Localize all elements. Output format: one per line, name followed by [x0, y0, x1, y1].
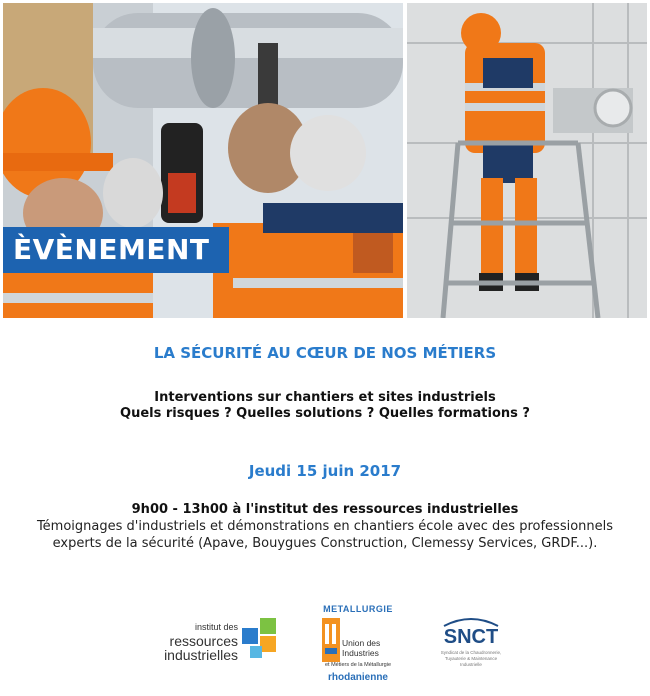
event-date: Jeudi 15 juin 2017 — [248, 462, 402, 480]
iri-logo-line1: ressources — [169, 633, 238, 649]
event-time-place: 9h00 - 13h00 à l'institut des ressources industrielles — [131, 502, 519, 517]
hero-banner — [3, 3, 647, 318]
event-description-line1: Témoignages d'industriels et démonstrations en chantiers école avec des professionnels — [36, 519, 614, 534]
uimm-logo-line1: Union des — [342, 638, 381, 648]
event-title: LA SÉCURITÉ AU CŒUR DE NOS MÉTIERS — [153, 344, 497, 362]
snct-logo — [436, 616, 506, 670]
uimm-logo — [316, 604, 400, 686]
iri-logo-line2: industrielles — [164, 647, 238, 663]
uimm-logo-bottom: rhodanienne — [327, 672, 388, 683]
event-description-line2: experts de la sécurité (Apave, Bouygues Construction, Clemessy Services, GRDF...). — [52, 536, 598, 551]
event-subtitle-line2: Quels risques ? Quelles solutions ? Quelles formations ? — [120, 406, 530, 421]
uimm-logo-top: METALLURGIE — [323, 604, 393, 614]
snct-logo-sub: Syndicat de la Chaudronnerie, Tuyauterie & Maintenance Industrielle — [440, 650, 502, 667]
event-subtitle-line1: Interventions sur chantiers et sites industriels — [154, 390, 496, 405]
uimm-emblem-icon — [322, 618, 340, 662]
iri-logo — [150, 612, 280, 672]
iri-logo-text — [150, 620, 238, 662]
uimm-logo-side — [342, 638, 400, 658]
snct-logo-name: SNCT — [443, 626, 499, 648]
event-badge: ÈVÈNEMENT — [3, 227, 229, 273]
iri-logo-small: institut des — [194, 622, 238, 632]
uimm-logo-line2: Industries — [342, 648, 379, 658]
uimm-logo-line3: et Métiers de la Métallurgie — [324, 662, 392, 668]
iri-squares-icon — [242, 618, 278, 662]
